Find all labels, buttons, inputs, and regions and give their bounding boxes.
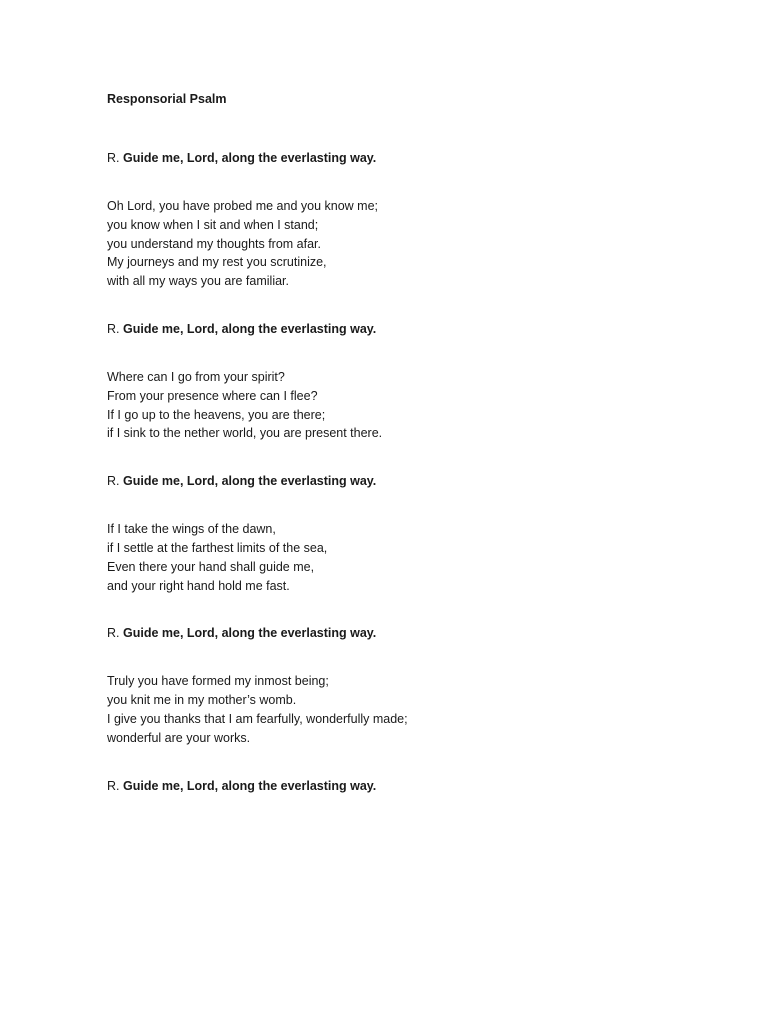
response-text: Guide me, Lord, along the everlasting way. bbox=[122, 151, 377, 165]
spacer bbox=[107, 748, 667, 777]
response-refrain bbox=[107, 320, 667, 339]
document-body bbox=[107, 90, 667, 796]
spacer bbox=[107, 643, 667, 672]
response-mark: R. bbox=[107, 474, 120, 489]
response-refrain bbox=[107, 472, 667, 491]
stanza-line: Even there your hand shall guide me, bbox=[107, 559, 315, 574]
stanza-line: wonderful are your works. bbox=[107, 730, 251, 745]
response-refrain bbox=[107, 777, 667, 796]
stanza-line: Truly you have formed my inmost being; bbox=[107, 674, 329, 689]
spacer bbox=[107, 109, 667, 149]
spacer bbox=[107, 595, 667, 624]
stanza-line: if I sink to the nether world, you are present there. bbox=[107, 426, 383, 441]
response-refrain bbox=[107, 149, 667, 168]
spacer bbox=[107, 291, 667, 320]
spacer bbox=[107, 168, 667, 197]
psalm-stanza-3 bbox=[107, 520, 667, 595]
response-mark: R. bbox=[107, 321, 120, 336]
stanza-line: and your right hand hold me fast. bbox=[107, 578, 290, 593]
stanza-line: you knit me in my mother’s womb. bbox=[107, 693, 297, 708]
stanza-line: If I take the wings of the dawn, bbox=[107, 522, 276, 537]
psalm-stanza-4 bbox=[107, 672, 667, 747]
stanza-line: From your presence where can I flee? bbox=[107, 388, 318, 403]
stanza-line: My journeys and my rest you scrutinize, bbox=[107, 255, 327, 270]
response-refrain bbox=[107, 624, 667, 643]
response-mark: R. bbox=[107, 151, 120, 165]
spacer bbox=[107, 491, 667, 520]
response-text: Guide me, Lord, along the everlasting way. bbox=[122, 321, 377, 336]
stanza-line: you know when I sit and when I stand; bbox=[107, 217, 319, 232]
response-text: Guide me, Lord, along the everlasting way. bbox=[122, 474, 377, 489]
spacer bbox=[107, 443, 667, 472]
spacer bbox=[107, 339, 667, 368]
response-mark: R. bbox=[107, 778, 120, 793]
psalm-stanza-1 bbox=[107, 197, 667, 291]
stanza-line: if I settle at the farthest limits of the sea, bbox=[107, 540, 328, 555]
page-title: Responsorial Psalm bbox=[107, 92, 227, 106]
response-mark: R. bbox=[107, 626, 120, 641]
response-text: Guide me, Lord, along the everlasting way. bbox=[122, 626, 377, 641]
stanza-line: If I go up to the heavens, you are there; bbox=[107, 407, 326, 422]
stanza-line: I give you thanks that I am fearfully, wonderfully made; bbox=[107, 711, 408, 726]
stanza-line: with all my ways you are familiar. bbox=[107, 274, 290, 289]
response-text: Guide me, Lord, along the everlasting way. bbox=[122, 778, 377, 793]
stanza-line: you understand my thoughts from afar. bbox=[107, 236, 322, 251]
stanza-line: Where can I go from your spirit? bbox=[107, 369, 285, 384]
stanza-line: Oh Lord, you have probed me and you know me; bbox=[107, 199, 378, 213]
psalm-stanza-2 bbox=[107, 368, 667, 443]
